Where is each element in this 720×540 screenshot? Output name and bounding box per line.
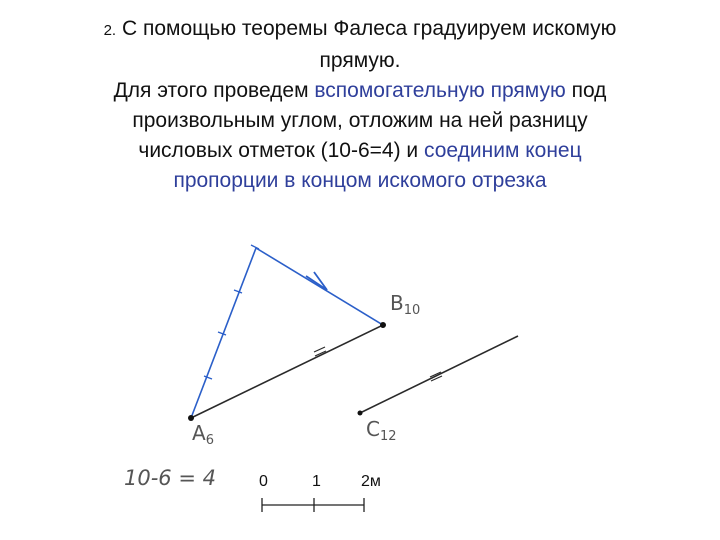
heading-line-5-pre: числовых отметок (10-6=4) и: [138, 139, 424, 162]
heading-line-6: пропорции в концом искомого отрезка: [173, 169, 547, 192]
heading-line-3-post: под: [565, 79, 607, 102]
label-b: $B_{10}$: [390, 291, 421, 318]
heading-line-2: прямую.: [319, 49, 401, 72]
auxiliary-line: [191, 248, 256, 418]
scale-label-0: 0: [259, 473, 268, 490]
aux-tick-2: [218, 332, 226, 335]
scale-label-2: 2м: [361, 473, 381, 490]
connecting-line: [256, 248, 383, 325]
heading-line-1-text: С помощью теоремы Фалеса градуируем искомую: [121, 17, 617, 40]
handwritten-formula: 10-6 = 4: [124, 466, 216, 490]
segment-c: [360, 336, 518, 413]
heading-line-3-pre: Для этого проведем: [113, 79, 315, 102]
point-b: [380, 322, 386, 328]
heading-line-4: произвольным углом, отложим на ней разницу: [132, 109, 588, 132]
aux-tick-3: [234, 290, 242, 293]
point-c: [358, 411, 363, 416]
highlight-auxiliary-line: вспомогательную прямую: [314, 79, 566, 102]
aux-tick-1: [204, 376, 212, 379]
label-a: $A_6$: [192, 421, 214, 448]
label-c: $C_{12}$: [366, 417, 397, 444]
scale-bar: [262, 498, 364, 512]
scale-label-1: 1: [312, 473, 321, 490]
highlight-connect-end: соединим конец: [424, 139, 582, 162]
segment-ab: [191, 325, 383, 418]
step-number: 2.: [103, 22, 117, 39]
